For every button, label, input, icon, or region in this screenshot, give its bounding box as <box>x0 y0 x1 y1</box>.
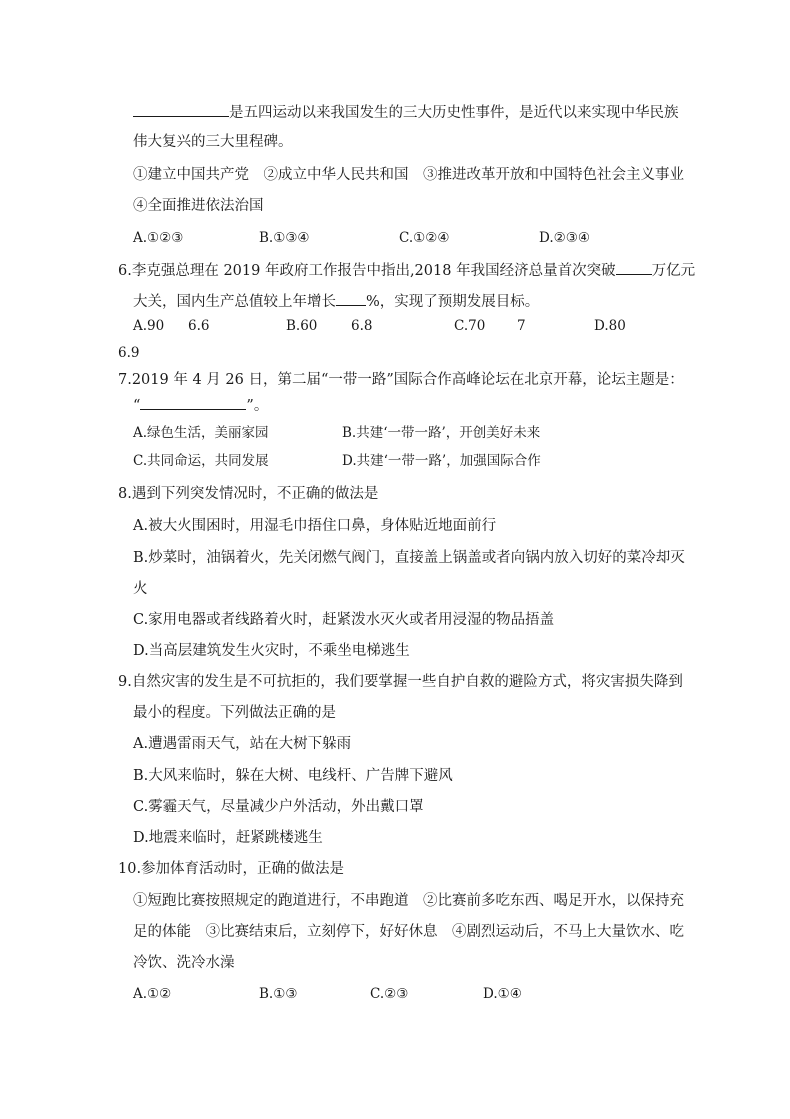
q9-option-c: C.雾霾天气，尽量减少户外活动，外出戴口罩 <box>133 799 424 815</box>
q6-option-d-value: 6.9 <box>118 345 140 361</box>
q9-option-d: D.地震来临时，赶紧跳楼逃生 <box>133 830 323 846</box>
q5-stem-line1: 是五四运动以来我国发生的三大历史性事件，是近代以来实现中华民族 <box>133 101 679 123</box>
q9-option-b: B.大风来临时，躲在大树、电线杆、广告牌下避风 <box>133 768 453 784</box>
q6-option-d: D.80 <box>594 318 626 334</box>
q6-stem-line2: 大关，国内生产总值较上年增长 %，实现了预期发展目标。 <box>133 290 539 312</box>
q6-stem-line1: 6.李克强总理在 2019 年政府工作报告中指出,2018 年我国经济总量首次突破 万亿元 <box>118 259 695 281</box>
q8-stem: 8.遇到下列突发情况时，不正确的做法是 <box>118 486 379 502</box>
q7-option-b: B.共建‘一带一路’，开创美好未来 <box>342 425 541 441</box>
q6-option-b: B.60 <box>286 318 318 334</box>
q5-stem-line2: 伟大复兴的三大里程碑。 <box>133 134 293 150</box>
q6-option-c-value: 7 <box>517 318 526 334</box>
q10-items-line3: 冷饮、洗冷水澡 <box>133 955 235 971</box>
q5-option-d: D.②③④ <box>539 230 590 246</box>
answer-blank <box>133 101 229 117</box>
q9-stem-line2: 最小的程度。下列做法正确的是 <box>133 705 336 721</box>
q6-option-a: A.90 <box>133 318 165 334</box>
q8-option-d: D.当高层建筑发生火灾时，不乘坐电梯逃生 <box>133 643 410 659</box>
q7-theme-blank: “ ”。 <box>133 394 268 416</box>
q7-option-c: C.共同命运，共同发展 <box>133 453 269 469</box>
q5-items-line1: ①建立中国共产党 ②成立中华人民共和国 ③推进改革开放和中国特色社会主义事业 <box>133 167 684 183</box>
q10-stem: 10.参加体育活动时，正确的做法是 <box>118 861 345 877</box>
answer-blank <box>336 290 366 306</box>
q8-option-b-line1: B.炒菜时，油锅着火，先关闭燃气阀门，直接盖上锅盖或者向锅内放入切好的菜冷却灭 <box>133 550 685 566</box>
q10-items-line2: 足的体能 ③比赛结束后，立刻停下，好好休息 ④剧烈运动后，不马上大量饮水、吃 <box>133 924 684 940</box>
q6-option-c: C.70 <box>454 318 486 334</box>
answer-blank <box>616 259 652 275</box>
q6-option-b-value: 6.8 <box>351 318 373 334</box>
q10-option-d: D.①④ <box>483 986 522 1002</box>
q9-stem-line1: 9.自然灾害的发生是不可抗拒的，我们要掌握一些自护自救的避险方式，将灾害损失降到 <box>118 674 683 690</box>
answer-blank <box>140 394 246 410</box>
q5-option-a: A.①②③ <box>133 230 184 246</box>
q6-option-a-value: 6.6 <box>188 318 210 334</box>
q10-option-a: A.①② <box>133 986 172 1002</box>
q7-option-d: D.共建‘一带一路’，加强国际合作 <box>342 453 541 469</box>
q5-items-line2: ④全面推进依法治国 <box>133 198 264 214</box>
q9-option-a: A.遭遇雷雨天气，站在大树下躲雨 <box>133 736 352 752</box>
q8-option-a: A.被大火围困时，用湿毛巾捂住口鼻，身体贴近地面前行 <box>133 518 497 534</box>
q8-option-c: C.家用电器或者线路着火时，赶紧泼水灭火或者用浸湿的物品捂盖 <box>133 612 555 628</box>
q7-option-a: A.绿色生活，美丽家园 <box>133 425 269 441</box>
q10-items-line1: ①短跑比赛按照规定的跑道进行，不串跑道 ②比赛前多吃东西、喝足开水，以保持充 <box>133 893 684 909</box>
q10-option-c: C.②③ <box>370 986 409 1002</box>
q10-option-b: B.①③ <box>259 986 298 1002</box>
q8-option-b-line2: 火 <box>133 581 148 597</box>
q7-stem: 7.2019 年 4 月 26 日，第二届“一带一路”国际合作高峰论坛在北京开幕，论坛主题是： <box>118 372 684 388</box>
q5-option-b: B.①③④ <box>259 230 310 246</box>
q5-option-c: C.①②④ <box>399 230 450 246</box>
